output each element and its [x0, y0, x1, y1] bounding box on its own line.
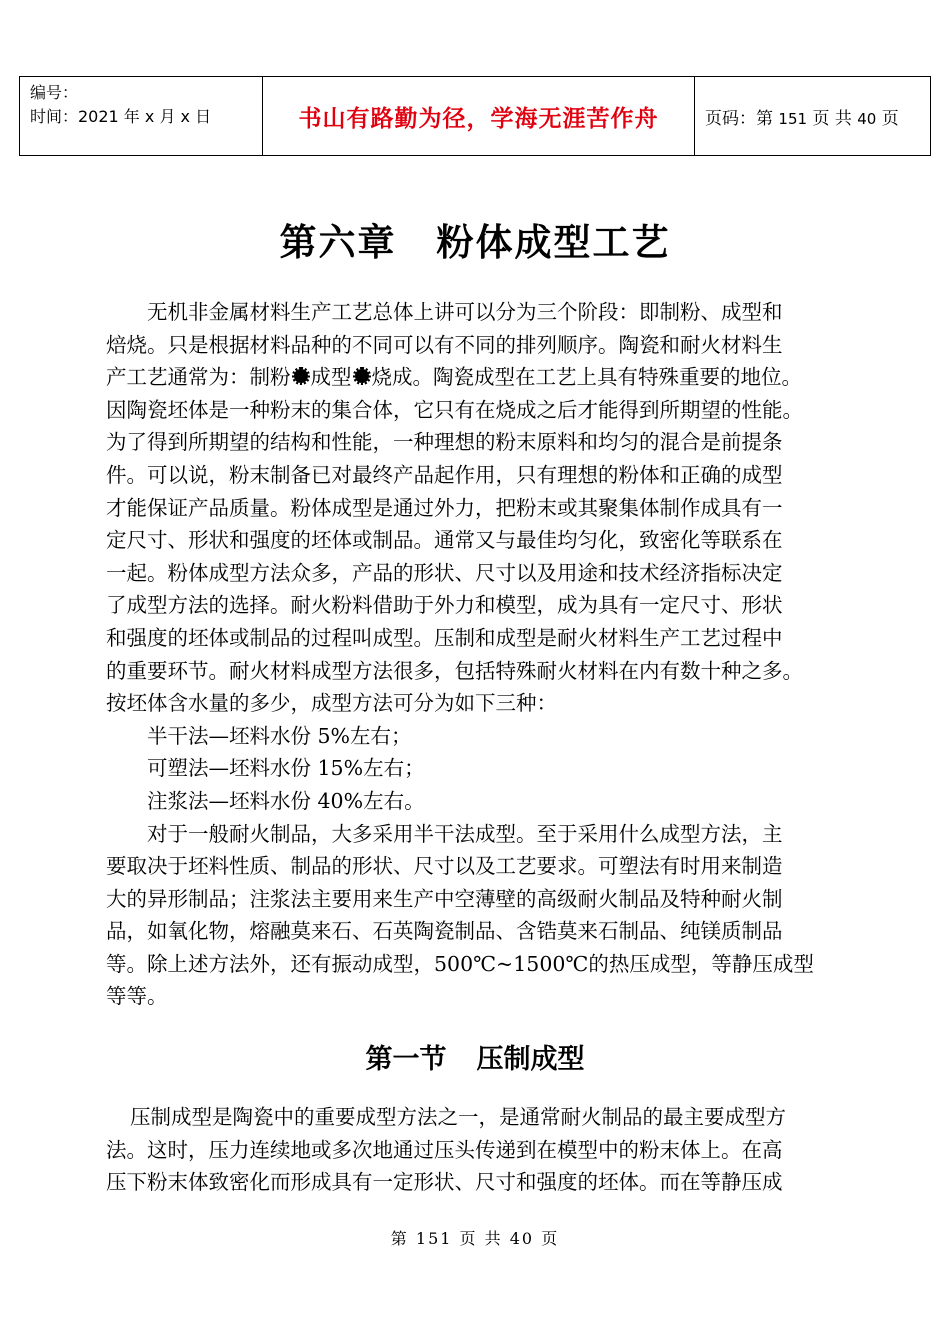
text-line: 压制成型是陶瓷中的重要成型方法之一，是通常耐火制品的最主要成型方 [130, 1105, 786, 1129]
time-label: 时间：2021 年 x 月 x 日 [30, 107, 212, 126]
method-item: 注浆法—坯料水份 40%左右。 [147, 788, 425, 813]
chapter-title [0, 212, 950, 272]
text-line: 和强度的坯体或制品的过程叫成型。压制和成型是耐火材料生产工艺过程中 [106, 625, 783, 650]
text-line: 大的异形制品；注浆法主要用来生产中空薄壁的高级耐火制品及特种耐火制 [106, 886, 783, 911]
text-line: 产工艺通常为：制粉 成型 烧成。陶瓷成型在工艺上具有特殊重要的地位。 [106, 365, 802, 390]
section-name: 压制成型 [476, 1044, 585, 1075]
header-motto: 书山有路勤为径，学海无涯苦作舟 [263, 77, 695, 156]
chapter-name: 粉体成型工艺 [436, 220, 671, 264]
text-line: 按坯体含水量的多少，成型方法可分为如下三种： [106, 691, 557, 716]
text-line: 等。除上述方法外，还有振动成型，500℃~1500℃的热压成型，等静压成型 [106, 951, 814, 976]
page-prefix: 页码：第 [705, 108, 773, 129]
text-line: 无机非金属材料生产工艺总体上讲可以分为三个阶段：即制粉、成型和 [147, 300, 783, 324]
page-current: 151 [778, 109, 808, 128]
chapter-number: 第六章 [279, 220, 397, 264]
text-line: 为了得到所期望的结构和性能，一种理想的粉末原料和均匀的混合是前提条 [106, 430, 783, 455]
footer-prefix: 第 [390, 1229, 409, 1248]
text-line: 件。可以说，粉末制备已对最终产品起作用，只有理想的粉体和正确的成型 [106, 462, 783, 487]
text-line: 法。这时，压力连续地或多次地通过压头传递到在模型中的粉末体上。在高 [106, 1137, 783, 1162]
section-number: 第一节 [365, 1044, 447, 1075]
serial-label: 编号： [30, 83, 79, 102]
intro-paragraph [106, 296, 851, 1013]
footer-total: 40 [509, 1229, 535, 1248]
page-header [19, 76, 931, 156]
page-footer [0, 1226, 950, 1249]
header-page-info [695, 77, 931, 156]
text-line: 要取决于坯料性质、制品的形状、尺寸以及工艺要求。可塑法有时用来制造 [106, 854, 783, 879]
page-total: 40 [857, 109, 877, 128]
page-suffix: 页 [881, 108, 899, 129]
arrow-bullet-icon [355, 369, 369, 383]
text-line: 才能保证产品质量。粉体成型是通过外力，把粉末或其聚集体制作成具有一 [106, 495, 783, 520]
section-paragraph [106, 1101, 851, 1199]
method-item: 可塑法—坯料水份 15%左右； [147, 756, 425, 781]
text-line: 压下粉末体致密化而形成具有一定形状、尺寸和强度的坯体。而在等静压成 [106, 1170, 783, 1195]
text-line: 了成型方法的选择。耐火粉料借助于外力和模型，成为具有一定尺寸、形状 [106, 593, 783, 618]
text-line: 对于一般耐火制品，大多采用半干法成型。至于采用什么成型方法，主 [147, 821, 783, 846]
text-line: 品，如氧化物，熔融莫来石、石英陶瓷制品、含锆莫来石制品、纯镁质制品 [106, 919, 783, 944]
text-line: 的重要环节。耐火材料成型方法很多，包括特殊耐火材料在内有数十种之多。 [106, 658, 803, 683]
footer-mid: 页 共 [459, 1229, 503, 1248]
footer-current: 151 [415, 1229, 453, 1248]
method-item: 半干法—坯料水份 5%左右； [147, 723, 412, 748]
footer-suffix: 页 [541, 1229, 560, 1248]
section-title [0, 1036, 950, 1084]
text-line: 定尺寸、形状和强度的坯体或制品。通常又与最佳均匀化，致密化等联系在 [106, 528, 783, 553]
text-line: 等等。 [106, 984, 168, 1009]
page-mid: 页 共 [812, 108, 852, 129]
text-line: 焙烧。只是根据材料品种的不同可以有不同的排列顺序。陶瓷和耐火材料生 [106, 332, 783, 357]
arrow-bullet-icon [294, 369, 308, 383]
text-line: 一起。粉体成型方法众多，产品的形状、尺寸以及用途和技术经济指标决定 [106, 560, 783, 585]
header-meta-cell [20, 77, 263, 156]
text-line: 因陶瓷坯体是一种粉末的集合体，它只有在烧成之后才能得到所期望的性能。 [106, 397, 803, 422]
